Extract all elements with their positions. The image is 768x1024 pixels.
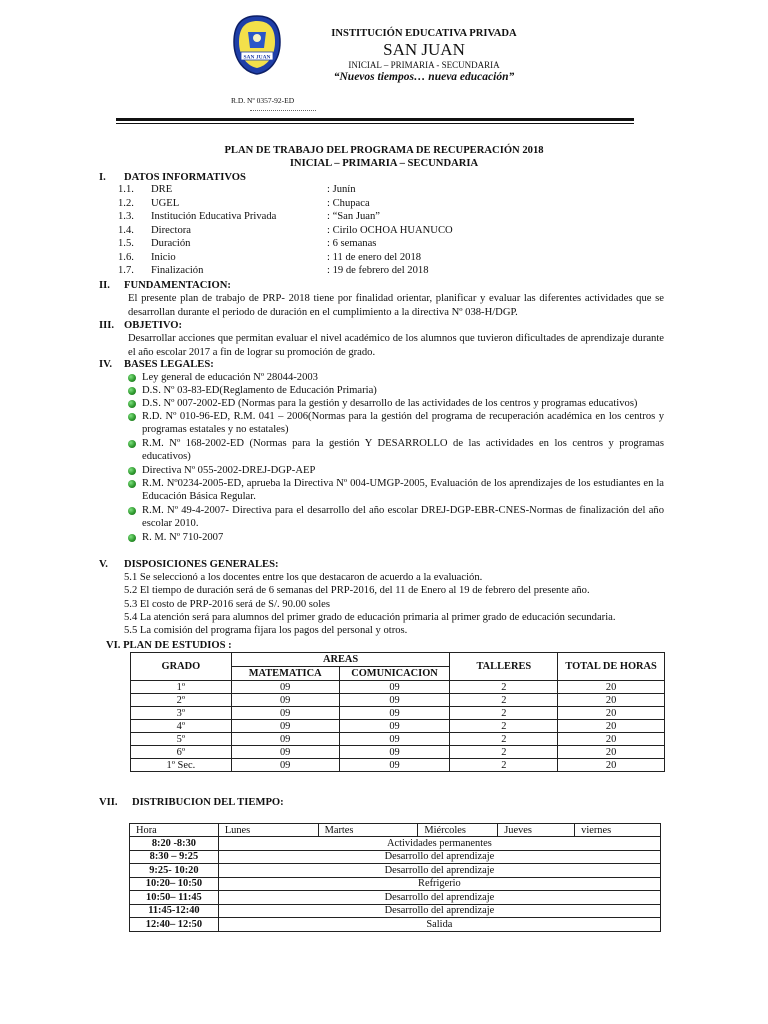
info-label: DRE — [151, 184, 173, 195]
sec6-heading: VI. PLAN DE ESTUDIOS : — [106, 640, 232, 651]
info-label: UGEL — [151, 197, 180, 209]
schedule-time: 8:20 -8:30 — [130, 837, 219, 851]
study-plan-rows — [131, 681, 665, 772]
table-row — [131, 720, 665, 733]
sec4-number: IV. — [99, 359, 113, 370]
col-areas: AREAS — [231, 653, 450, 667]
legal-base-item — [128, 464, 664, 477]
disposition-item: 5.5 La comisión del programa fijara los pagos del personal y otros. — [124, 625, 408, 637]
sec1-heading: DATOS INFORMATIVOS — [124, 172, 246, 183]
sec5-heading: DISPOSICIONES GENERALES: — [124, 559, 279, 570]
info-value: : “San Juan” — [327, 211, 380, 222]
motto: “Nuevos tiempos… nueva educación” — [333, 71, 515, 83]
table-cell: 09 — [339, 707, 450, 720]
info-label: Directora — [151, 224, 191, 236]
table-cell: 20 — [558, 707, 665, 720]
rd-number: R.D. Nº 0357-92-ED — [231, 96, 295, 105]
legal-base-text: D.S. Nº 007-2002-ED (Normas para la gestión y desarrollo de las actividades de los centros y programas educativos) — [142, 398, 638, 409]
green-bullet-icon — [128, 480, 136, 488]
table-cell: 1º — [131, 681, 232, 694]
table-row — [131, 746, 665, 759]
info-label: Duración — [151, 238, 191, 249]
legal-base-item — [128, 384, 664, 397]
info-value: : 6 semanas — [327, 238, 377, 249]
schedule-activity: Actividades permanentes — [218, 837, 660, 851]
header-rule-bottom — [116, 123, 634, 124]
schedule-activity: Desarrollo del aprendizaje — [218, 864, 660, 878]
table-cell: 3º — [131, 707, 232, 720]
table-cell: 2 — [450, 746, 558, 759]
schedule-time: 12:40– 12:50 — [130, 918, 219, 932]
table-row — [131, 694, 665, 707]
table-row — [131, 759, 665, 772]
table-cell: 20 — [558, 746, 665, 759]
institution-name: SAN JUAN — [383, 40, 465, 59]
study-plan-table — [130, 652, 665, 772]
col-total: TOTAL DE HORAS — [558, 653, 665, 681]
info-label: Finalización — [151, 265, 204, 276]
legal-base-item — [128, 504, 664, 530]
legal-base-item — [128, 371, 664, 384]
sec7-heading: DISTRIBUCION DEL TIEMPO: — [132, 797, 284, 808]
table-row — [131, 707, 665, 720]
green-bullet-icon — [128, 440, 136, 448]
col-talleres: TALLERES — [450, 653, 558, 681]
legal-base-text: Directiva Nº 055-2002-DREJ-DGP-AEP — [142, 465, 316, 476]
table-cell: 2 — [450, 733, 558, 746]
table-cell: 09 — [231, 759, 339, 772]
legal-base-text: R.M. Nº 49-4-2007- Directiva para el desarrollo del año escolar DREJ-DGP-EBR-CNES-Normas de finalización del año escolar 2010. — [142, 505, 664, 529]
schedule-activity: Refrigerio — [218, 877, 660, 891]
schedule-row — [130, 837, 661, 851]
disposition-item: 5.1 Se seleccionó a los docentes entre los que destacaron de acuerdo a la evaluación. — [124, 572, 483, 583]
institution-levels: INICIAL – PRIMARIA - SECUNDARIA — [348, 60, 500, 70]
info-num: 1.3. — [118, 211, 134, 222]
legal-base-text: D.S. Nº 03-83-ED(Reglamento de Educación Primaria) — [142, 385, 377, 396]
table-cell: 09 — [339, 681, 450, 694]
table-cell: 2 — [450, 759, 558, 772]
table-row — [131, 733, 665, 746]
info-label: Inicio — [151, 251, 176, 263]
legal-base-item — [128, 477, 664, 503]
schedule-activity: Desarrollo del aprendizaje — [218, 850, 660, 864]
table-cell: 09 — [231, 746, 339, 759]
sec3-number: III. — [99, 320, 115, 331]
schedule-activity: Desarrollo del aprendizaje — [218, 904, 660, 918]
disposition-item: 5.4 La atención será para alumnos del primer grado de educación primaria al primer grado de educación secundaria. — [124, 611, 616, 623]
table-cell: 20 — [558, 694, 665, 707]
table-cell: 20 — [558, 759, 665, 772]
legal-base-item — [128, 410, 664, 436]
table-cell: 09 — [339, 733, 450, 746]
schedule-col-header: viernes — [575, 824, 661, 837]
schedule-header-row — [130, 824, 661, 837]
sec4-heading: BASES LEGALES: — [124, 359, 214, 370]
info-value: : 19 de febrero del 2018 — [327, 265, 429, 276]
schedule-row — [130, 904, 661, 918]
doc-title-line1: PLAN DE TRABAJO DEL PROGRAMA DE RECUPERACIÓN 2018 — [224, 145, 544, 156]
legal-base-item — [128, 531, 664, 544]
green-bullet-icon — [128, 534, 136, 542]
sec2-number: II. — [99, 280, 110, 291]
schedule-time: 9:25- 10:20 — [130, 864, 219, 878]
schedule-row — [130, 918, 661, 932]
table-cell: 09 — [339, 694, 450, 707]
table-cell: 2º — [131, 694, 232, 707]
schedule-col-header: Miércoles — [418, 824, 498, 837]
legal-base-text: R. M. Nº 710-2007 — [142, 532, 224, 543]
school-logo — [232, 14, 282, 76]
schedule-time: 11:45-12:40 — [130, 904, 219, 918]
table-cell: 4º — [131, 720, 232, 733]
info-num: 1.7. — [118, 265, 134, 276]
table-cell: 6º — [131, 746, 232, 759]
disposition-item: 5.3 El costo de PRP-2016 será de S/. 90.00 soles — [124, 598, 330, 610]
table-cell: 09 — [231, 694, 339, 707]
sec3-text: Desarrollar acciones que permitan evaluar el nivel académico de los alumnos que tuvieron dificultades de aprendizaje durante el año escolar 2017 a fin de lograr su promoción de grado. — [128, 333, 664, 358]
table-cell: 09 — [231, 707, 339, 720]
table-cell: 20 — [558, 720, 665, 733]
schedule-col-header: Martes — [318, 824, 418, 837]
table-cell: 20 — [558, 733, 665, 746]
sec2-heading: FUNDAMENTACION: — [124, 280, 231, 291]
info-num: 1.5. — [118, 238, 134, 249]
schedule-row — [130, 864, 661, 878]
green-bullet-icon — [128, 413, 136, 421]
schedule-time: 10:20– 10:50 — [130, 877, 219, 891]
schedule-time: 10:50– 11:45 — [130, 891, 219, 905]
schedule-activity: Salida — [218, 918, 660, 932]
sec7-number: VII. — [99, 797, 118, 808]
table-cell: 2 — [450, 720, 558, 733]
header-rule-top — [116, 118, 634, 121]
sec1-number: I. — [99, 172, 106, 183]
sec3-heading: OBJETIVO: — [124, 320, 183, 331]
schedule-activity: Desarrollo del aprendizaje — [218, 891, 660, 905]
doc-title-line2: INICIAL – PRIMARIA – SECUNDARIA — [289, 158, 479, 169]
table-cell: 09 — [231, 733, 339, 746]
table-cell: 09 — [339, 746, 450, 759]
schedule-row — [130, 850, 661, 864]
col-matematica: MATEMATICA — [231, 667, 339, 681]
schedule-col-header: Hora — [130, 824, 219, 837]
legal-base-text: R.D. Nº 010-96-ED, R.M. 041 – 2006(Normas para la gestión del programa de recuperación académica en los centros y programas estatales y no estatales) — [142, 411, 664, 435]
info-num: 1.6. — [118, 251, 134, 263]
info-value: : Chupaca — [327, 197, 370, 209]
dotted-line — [250, 110, 316, 111]
table-cell: 1º Sec. — [131, 759, 232, 772]
info-num: 1.2. — [118, 197, 134, 209]
green-bullet-icon — [128, 374, 136, 382]
disposition-item: 5.2 El tiempo de duración será de 6 semanas del PRP-2016, del 11 de Enero al 19 de febrero del presente año. — [124, 585, 590, 597]
sec5-number: V. — [99, 559, 108, 570]
table-cell: 2 — [450, 707, 558, 720]
schedule-col-header: Jueves — [498, 824, 575, 837]
table-cell: 09 — [231, 720, 339, 733]
info-value: : 11 de enero del 2018 — [327, 251, 422, 263]
legal-base-text: R.M. Nº 168-2002-ED (Normas para la gestión Y DESARROLLO de las actividades en los centros y programas educativos) — [142, 438, 664, 462]
schedule-col-header: Lunes — [218, 824, 318, 837]
legal-base-item — [128, 437, 664, 463]
legal-base-item — [128, 397, 664, 410]
table-cell: 09 — [231, 681, 339, 694]
info-value: : Cirilo OCHOA HUANUCO — [327, 224, 453, 236]
info-value: : Junín — [327, 184, 356, 195]
table-cell: 2 — [450, 694, 558, 707]
green-bullet-icon — [128, 400, 136, 408]
table-row — [131, 681, 665, 694]
schedule-time: 8:30 – 9:25 — [130, 850, 219, 864]
sec2-text: El presente plan de trabajo de PRP- 2018 tiene por finalidad orientar, planificar y evaluar las diferentes actividades que se desarrollan durante el periodo de duración en el cumplimiento a la directiva Nº 038-H/DGP. — [128, 293, 664, 318]
green-bullet-icon — [128, 467, 136, 475]
legal-base-text: R.M. Nº0234-2005-ED, aprueba la Directiva Nº 004-UMGP-2005, Evaluación de los aprendizajes de los estudiantes en la Educación Básica Regular. — [142, 478, 664, 502]
table-cell: 2 — [450, 681, 558, 694]
table-cell: 20 — [558, 681, 665, 694]
info-num: 1.1. — [118, 184, 134, 195]
institution-type: INSTITUCIÓN EDUCATIVA PRIVADA — [331, 28, 517, 39]
schedule-row — [130, 891, 661, 905]
legal-base-text: Ley general de educación Nº 28044-2003 — [142, 372, 318, 383]
table-cell: 09 — [339, 759, 450, 772]
green-bullet-icon — [128, 507, 136, 515]
green-bullet-icon — [128, 387, 136, 395]
info-label: Institución Educativa Privada — [151, 211, 277, 222]
schedule-row — [130, 877, 661, 891]
schedule-table — [129, 823, 661, 932]
col-comunicacion: COMUNICACION — [339, 667, 450, 681]
info-num: 1.4. — [118, 224, 134, 236]
col-grado: GRADO — [131, 653, 232, 681]
schedule-rows — [130, 837, 661, 932]
logo-text: SAN JUAN — [243, 54, 271, 61]
table-cell: 5º — [131, 733, 232, 746]
table-cell: 09 — [339, 720, 450, 733]
